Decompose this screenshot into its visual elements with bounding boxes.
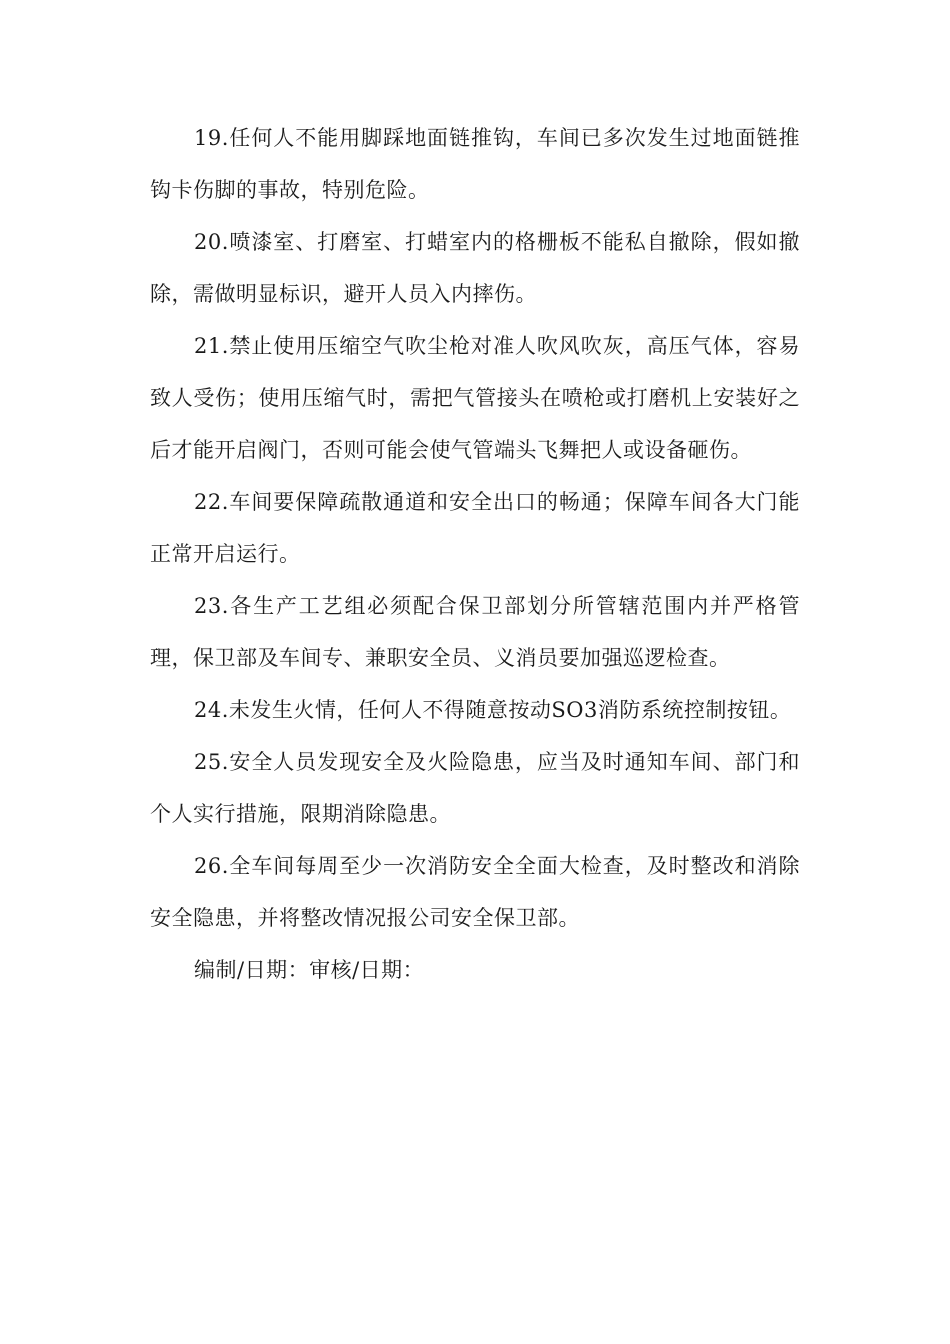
paragraph-number: 25.	[194, 750, 229, 774]
paragraph-number: 26.	[194, 854, 229, 878]
paragraph-24	[150, 684, 800, 736]
paragraph-22	[150, 476, 800, 580]
paragraph-number: 22.	[194, 490, 229, 514]
paragraph-text: 喷漆室、打磨室、打蜡室内的格栅板不能私自撤除，假如撤除，需做明显标识，避开人员入内摔伤。	[150, 230, 800, 306]
paragraph-text: 全车间每周至少一次消防安全全面大检查，及时整改和消除安全隐患，并将整改情况报公司安全保卫部。	[150, 854, 800, 930]
paragraph-19	[150, 112, 800, 216]
paragraph-number: 20.	[194, 230, 229, 254]
paragraph-number: 23.	[194, 594, 229, 618]
paragraph-text: 任何人不能用脚踩地面链推钩，车间已多次发生过地面链推钩卡伤脚的事故，特别危险。	[150, 126, 800, 202]
paragraph-25	[150, 736, 800, 840]
paragraph-text: 车间要保障疏散通道和安全出口的畅通；保障车间各大门能正常开启运行。	[150, 490, 800, 566]
paragraph-text: 未发生火情，任何人不得随意按动SO3消防系统控制按钮。	[228, 698, 792, 722]
document-body	[150, 112, 800, 996]
paragraph-21	[150, 320, 800, 476]
signature-line: 编制/日期：审核/日期：	[194, 958, 425, 982]
paragraph-text: 安全人员发现安全及火险隐患，应当及时通知车间、部门和个人实行措施，限期消除隐患。	[150, 750, 800, 826]
paragraph-number: 24.	[194, 698, 229, 722]
paragraph-20	[150, 216, 800, 320]
paragraph-text: 各生产工艺组必须配合保卫部划分所管辖范围内并严格管理，保卫部及车间专、兼职安全员、义消员要加强巡逻检查。	[150, 594, 800, 670]
paragraph-26	[150, 840, 800, 944]
paragraph-number: 19.	[194, 126, 229, 150]
paragraph-23	[150, 580, 800, 684]
paragraph-number: 21.	[194, 334, 229, 358]
paragraph-text: 禁止使用压缩空气吹尘枪对准人吹风吹灰，高压气体，容易致人受伤；使用压缩气时，需把气管接头在喷枪或打磨机上安装好之后才能开启阀门，否则可能会使气管端头飞舞把人或设备砸伤。	[150, 334, 800, 462]
